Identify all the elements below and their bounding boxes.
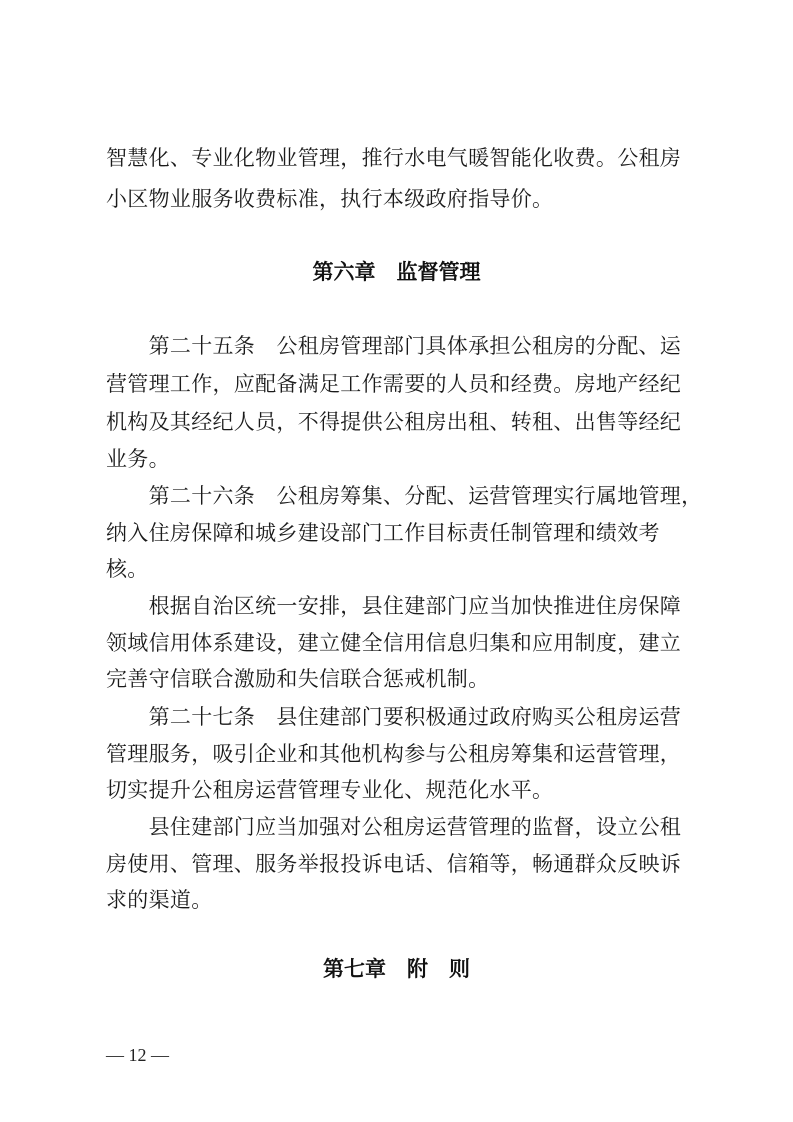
paragraph-line: 营管理工作，应配备满足工作需要的人员和经费。房地产经纪 [106, 372, 682, 396]
paragraph-line: 第二十七条 县住建部门要积极通过政府购买公租房运营 [106, 705, 682, 729]
paragraph-line: 切实提升公租房运营管理专业化、规范化水平。 [106, 778, 554, 802]
paragraph-line: 机构及其经纪人员，不得提供公租房出租、转租、出售等经纪 [106, 410, 682, 434]
chapter-six-heading: 第六章 监督管理 [312, 260, 481, 284]
paragraph-line: 业务。 [106, 447, 170, 471]
paragraph-line: 根据自治区统一安排，县住建部门应当加快推进住房保障 [106, 594, 682, 618]
chapter-seven-heading: 第七章 附 则 [323, 957, 470, 981]
paragraph-line: 管理服务，吸引企业和其他机构参与公租房筹集和运营管理， [106, 742, 682, 766]
paragraph-line: 第二十五条 公租房管理部门具体承担公租房的分配、运 [106, 334, 682, 358]
paragraph-line: 县住建部门应当加强对公租房运营管理的监督，设立公租 [106, 815, 682, 839]
paragraph-line: 领域信用体系建设，建立健全信用信息归集和应用制度，建立 [106, 631, 682, 655]
paragraph-line: 房使用、管理、服务举报投诉电话、信箱等，畅通群众反映诉 [106, 852, 682, 876]
paragraph-line: 完善守信联合激励和失信联合惩戒机制。 [106, 667, 490, 691]
paragraph-line: 核。 [106, 557, 149, 581]
paragraph-line: 小区物业服务收费标准，执行本级政府指导价。 [106, 187, 554, 211]
paragraph-line: 求的渠道。 [106, 888, 213, 912]
paragraph-line: 智慧化、专业化物业管理，推行水电气暖智能化收费。公租房 [106, 146, 682, 170]
page-number: — 12 — [106, 1045, 169, 1065]
paragraph-line: 第二十六条 公租房筹集、分配、运营管理实行属地管理， [106, 484, 703, 508]
paragraph-line: 纳入住房保障和城乡建设部门工作目标责任制管理和绩效考 [106, 521, 660, 545]
